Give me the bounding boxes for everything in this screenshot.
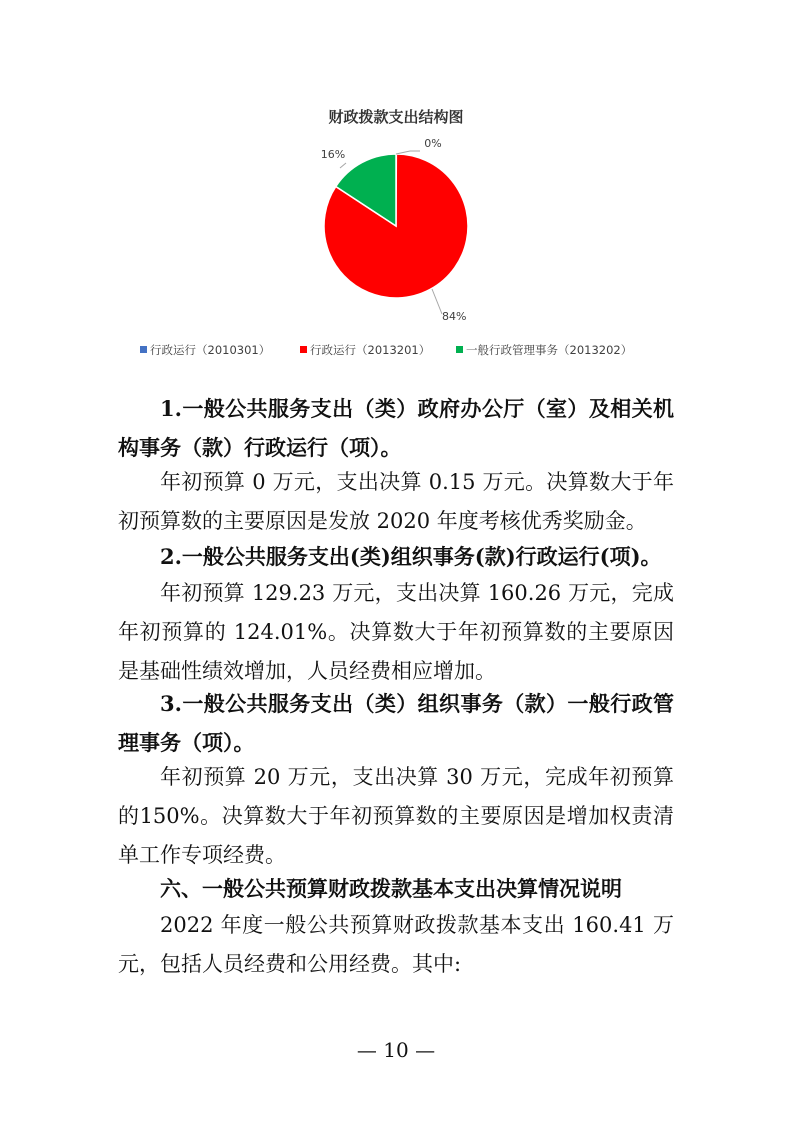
slice-percent-label-3: 16% bbox=[320, 148, 346, 161]
body-paragraph-1: 年初预算 0 万元，支出决算 0.15 万元。决算数大于年初预算数的主要原因是发放 2020 年度考核优秀奖励金。 bbox=[118, 470, 674, 533]
page-number: — 10 — bbox=[356, 1038, 436, 1062]
section-heading-6: 六、一般公共预算财政拨款基本支出决算情况说明 bbox=[160, 876, 622, 901]
heading-item-1: 1.一般公共服务支出（类）政府办公厅（室）及相关机构事务（款）行政运行（项）。 bbox=[118, 396, 674, 460]
leader-line-1 bbox=[396, 151, 420, 154]
legend-swatch-2 bbox=[300, 346, 307, 353]
pie-chart bbox=[0, 0, 792, 380]
leader-line-3 bbox=[340, 163, 346, 168]
body-paragraph-3: 年初预算 20 万元，支出决算 30 万元，完成年初预算的150%。决算数大于年初预算数的主要原因是增加权责清单工作专项经费。 bbox=[118, 765, 674, 867]
slice-percent-label-2: 84% bbox=[442, 310, 467, 323]
chart-title: 财政拨款支出结构图 bbox=[328, 108, 464, 126]
body-paragraph-2: 年初预算 129.23 万元，支出决算 160.26 万元，完成年初预算的 124.01%。决算数大于年初预算数的主要原因是基础性绩效增加，人员经费相应增加。 bbox=[118, 581, 674, 683]
slice-percent-label-1: 0% bbox=[424, 137, 442, 150]
legend-swatch-3 bbox=[456, 346, 463, 353]
legend-label-2: 行政运行（2013201） bbox=[310, 343, 431, 357]
heading-item-3: 3.一般公共服务支出（类）组织事务（款）一般行政管理事务（项）。 bbox=[118, 691, 674, 755]
legend-label-3: 一般行政管理事务（2013202） bbox=[466, 343, 633, 357]
leader-line-2 bbox=[432, 289, 442, 314]
heading-item-2: 2.一般公共服务支出(类)组织事务(款)行政运行(项)。 bbox=[160, 544, 662, 569]
body-paragraph-4: 2022 年度一般公共预算财政拨款基本支出 160.41 万元，包括人员经费和公用经费。其中: bbox=[118, 913, 674, 976]
legend-label-1: 行政运行（2010301） bbox=[150, 343, 271, 357]
legend-swatch-1 bbox=[140, 346, 147, 353]
